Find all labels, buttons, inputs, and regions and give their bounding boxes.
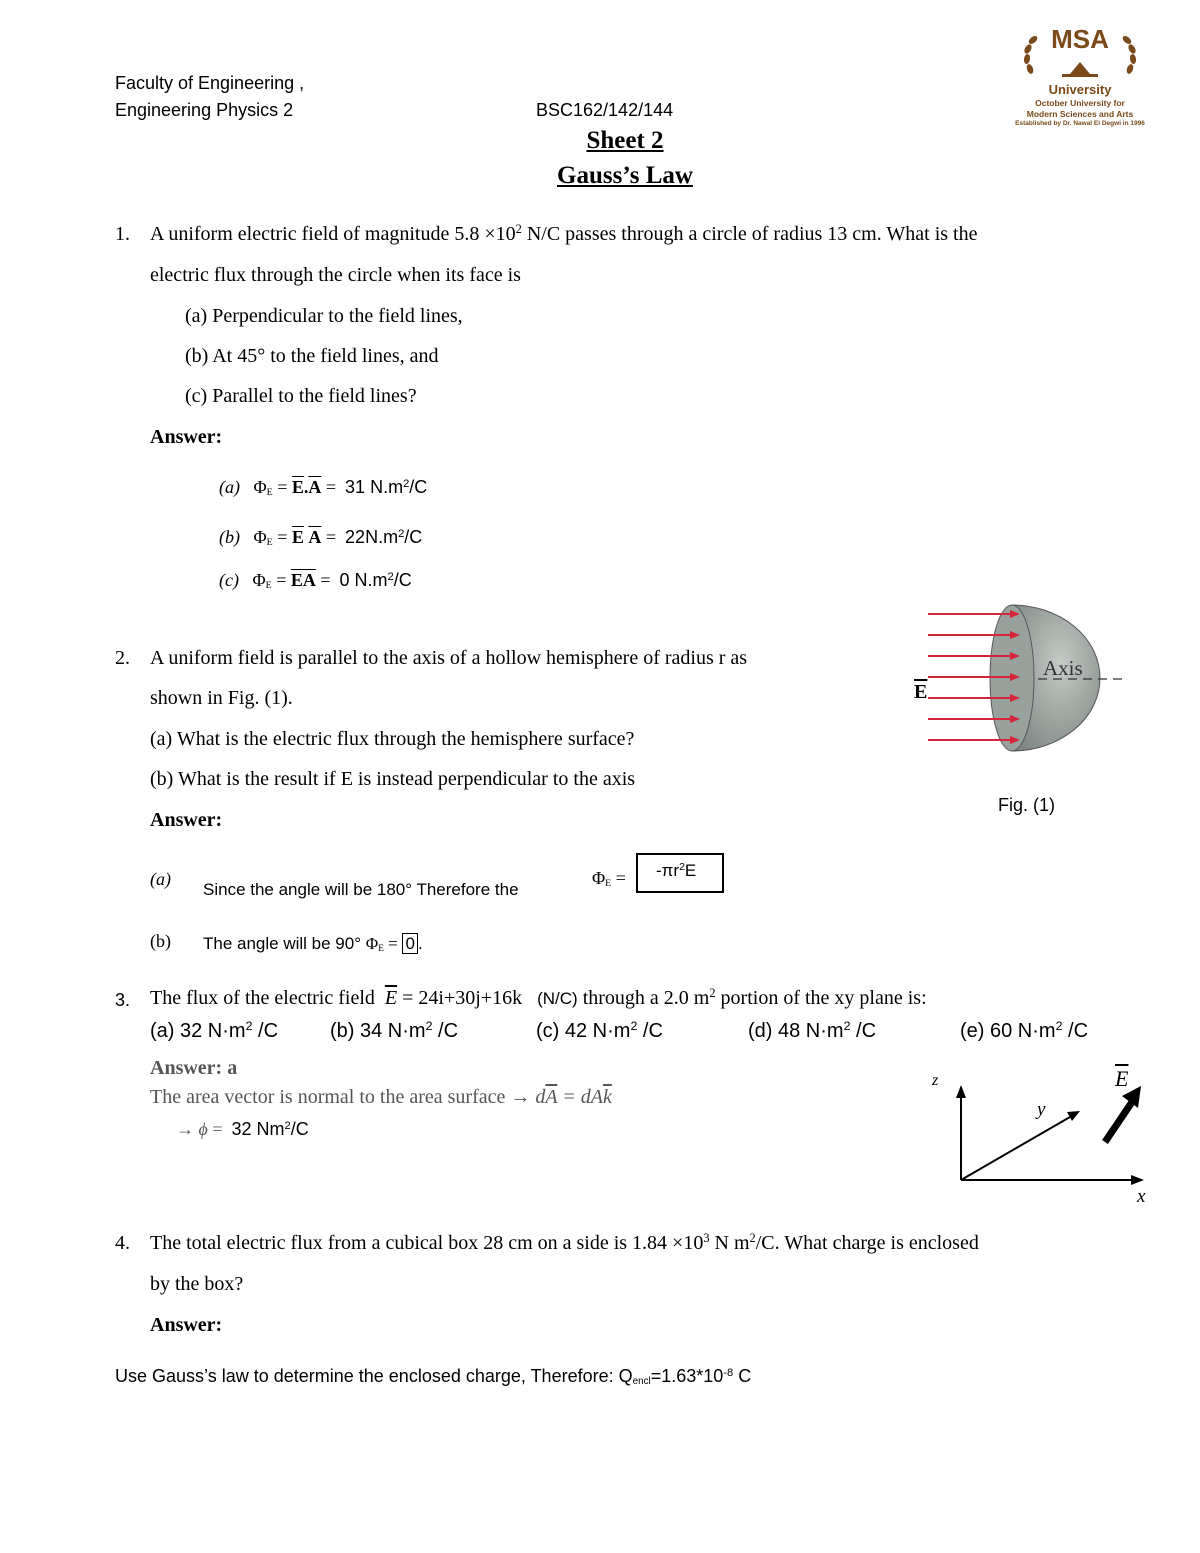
q3-answer-label: Answer: a xyxy=(150,1057,238,1079)
q3-phi-result: → ϕ = 32 Nm$^2$/C xyxy=(176,1119,309,1139)
q2-part-a: (a) What is the electric flux through the hemisphere surface? xyxy=(150,728,635,750)
q1-text-line1: A uniform electric field of magnitude $5.8 \times 10^2$ N/C passes through a circle of radius 13 cm. What is the xyxy=(150,222,978,245)
q3-explain: The area vector is normal to the area surface → $d\overline{A} = dA\overline{k}$ xyxy=(150,1086,612,1108)
q4-text-line1: The total electric flux from a cubical box 28 cm on a side is $1.84 \times 10^3$ N $m^2/C$. What charge is enclosed xyxy=(150,1231,979,1254)
q2-part-b: (b) What is the result if E is instead perpendicular to the axis xyxy=(150,768,636,790)
faculty-text: Faculty of Engineering , xyxy=(115,73,305,93)
fig-axis-y: y xyxy=(1037,1099,1046,1120)
fig1-e-label: $\overline{E}$ xyxy=(914,681,928,703)
q2-text-line2: shown in Fig. (1). xyxy=(150,687,293,709)
logo-name: MSA xyxy=(1051,24,1109,54)
fig-axis-z: z xyxy=(932,1072,939,1089)
q2-answer-a-phi: $\Phi_E$ = xyxy=(592,868,626,889)
figure-axes xyxy=(925,1060,1160,1210)
q4-answer-label: Answer: xyxy=(150,1314,223,1336)
q1-text-line2: electric flux through the circle when its face is xyxy=(150,264,521,286)
q4-final-answer: Use Gauss’s law to determine the enclosed charge, Therefore: $Q_{encl}=1.63*10^{-8}$ C xyxy=(115,1366,752,1387)
figure-hemisphere xyxy=(910,600,1140,770)
q2-number: 2. xyxy=(115,647,130,669)
q1-part-a: (a) Perpendicular to the field lines, xyxy=(185,305,463,327)
q4-text-line2: by the box? xyxy=(150,1273,244,1295)
q1-answer-label: Answer: xyxy=(150,426,223,448)
logo-line1: University xyxy=(1048,82,1112,97)
sheet-title: Sheet 2 xyxy=(586,127,664,154)
q2-answer-a-box: $-\pi r^2E$ xyxy=(636,853,724,893)
q2-answer-label: Answer: xyxy=(150,809,223,831)
q1-part-c: (c) Parallel to the field lines? xyxy=(185,385,417,407)
q3-text-line1: The flux of the electric field $\overline{E} = 24i+30j+16k$ (N/C) through a 2.0 $m^2$ portion of the xy plane is: xyxy=(150,986,927,1009)
topic-title: Gauss’s Law xyxy=(557,162,693,189)
q3-option-c[interactable]: (c) 42 $N\cdot m^2$ /C xyxy=(536,1019,663,1042)
q1-number: 1. xyxy=(115,223,130,245)
course-code: BSC162/142/144 xyxy=(536,100,674,120)
q1-answer-a: (a) $\Phi_E = \overline{E}.\overline{A} = 31$ $N.m^2/C$ xyxy=(219,477,428,498)
q2-answer-b-text: The angle will be 90° $\Phi_E = 0$ . xyxy=(203,934,423,954)
q1-part-b: (b) At 45° to the field lines, and xyxy=(185,345,439,367)
fig-axis-x: x xyxy=(1137,1186,1146,1207)
q3-number: 3. xyxy=(115,990,131,1010)
q4-number: 4. xyxy=(115,1232,130,1254)
fig1-axis-label: Axis xyxy=(1043,656,1083,680)
q1-answer-b: (b) $\Phi_E = \overline{E}$ $\overline{A} = 22N.m^2/C$ xyxy=(219,527,423,548)
q2-answer-a-text: Since the angle will be 180° Therefore the xyxy=(203,880,519,899)
q1-answer-c: (c) $\Phi_E = \overline{E}\overline{A} = 0$ $N.m^2/C$ xyxy=(219,570,412,591)
fig-axes-e-label: $\overline{E}$ xyxy=(1115,1066,1129,1091)
q2-text-line1: A uniform field is parallel to the axis of a hollow hemisphere of radius r as xyxy=(150,647,748,669)
q2-answer-b-label: (b) xyxy=(150,931,171,951)
q3-option-a[interactable]: (a) 32 $N\cdot m^2$ /C xyxy=(150,1019,279,1042)
q3-option-b[interactable]: (b) 34 $N\cdot m^2$ /C xyxy=(330,1019,459,1042)
university-logo xyxy=(1000,22,1160,132)
fig1-caption: Fig. (1) xyxy=(998,795,1056,815)
q2-answer-a-label: (a) xyxy=(150,869,171,889)
q3-option-d[interactable]: (d) 48 $N\cdot m^2$ /C xyxy=(748,1019,877,1042)
logo-line4: Established by Dr. Nawal El Degwi in 1996 xyxy=(1015,120,1145,127)
q3-option-e[interactable]: (e) 60 $N\cdot m^2$ /C xyxy=(960,1019,1089,1042)
logo-line2: October University for xyxy=(1035,98,1125,108)
logo-line3: Modern Sciences and Arts xyxy=(1026,109,1134,119)
course-text: Engineering Physics 2 xyxy=(115,100,294,120)
